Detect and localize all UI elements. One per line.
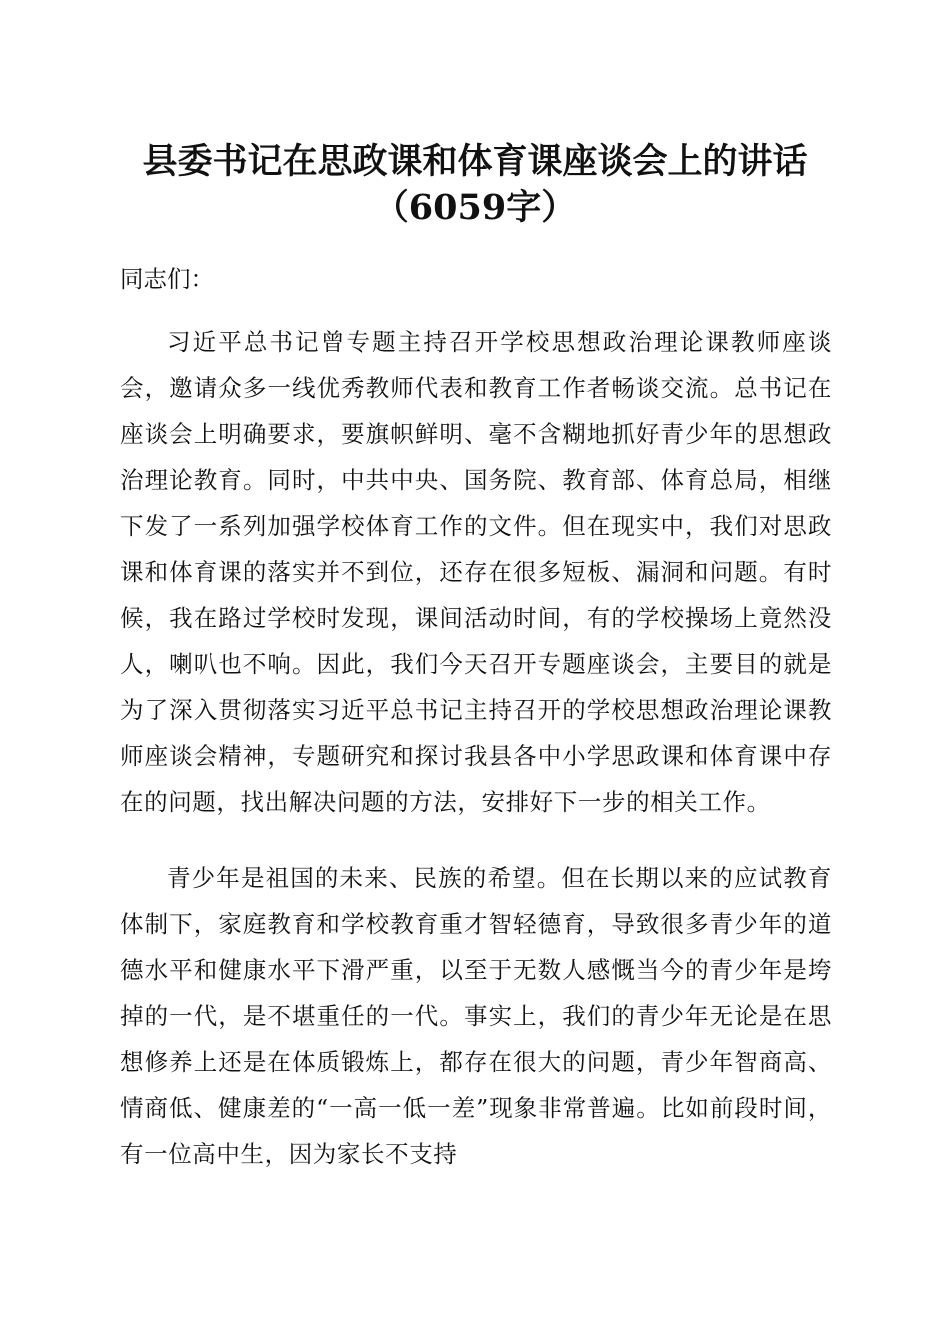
paragraph-1 — [120, 319, 832, 825]
paragraph-text: 青少年是祖国的未来、民族的希望。但在长期以来的应试教育体制下，家庭教育和学校教育重才智轻德育，导致很多青少年的道德水平和健康水平下滑严重，以至于无数人感慨当今的青少年是垮掉的一代，是不堪重任的一代。事实上，我们的青少年无论是在思想修养上还是在体质锻炼上，都存在很大的问题，青少年智商高、情商低、健康差的“一高一低一差”现象非常普遍。比如前段时间，有一位高中生，因为家长不支持 — [120, 864, 832, 1168]
document-word-count: （6059字） — [373, 187, 577, 228]
salutation: 同志们： — [120, 265, 214, 293]
document-title: 县委书记在思政课和体育课座谈会上的讲话 — [142, 141, 808, 182]
paragraph-text: 习近平总书记曾专题主持召开学校思想政治理论课教师座谈会，邀请众多一线优秀教师代表和教育工作者畅谈交流。总书记在座谈会上明确要求，要旗帜鲜明、毫不含糊地抓好青少年的思想政治理论教育。同时，中共中央、国务院、教育部、体育总局，相继下发了一系列加强学校体育工作的文件。但在现实中，我们对思政课和体育课的落实并不到位，还存在很多短板、漏洞和问题。有时候，我在路过学校时发现，课间活动时间，有的学校操场上竟然没人，喇叭也不响。因此，我们今天召开专题座谈会，主要目的就是为了深入贯彻落实习近平总书记主持召开的学校思想政治理论课教师座谈会精神，专题研究和探讨我县各中小学思政课和体育课中存在的问题，找出解决问题的方法，安排好下一步的相关工作。 — [120, 328, 832, 816]
paragraph-2 — [120, 855, 832, 1177]
